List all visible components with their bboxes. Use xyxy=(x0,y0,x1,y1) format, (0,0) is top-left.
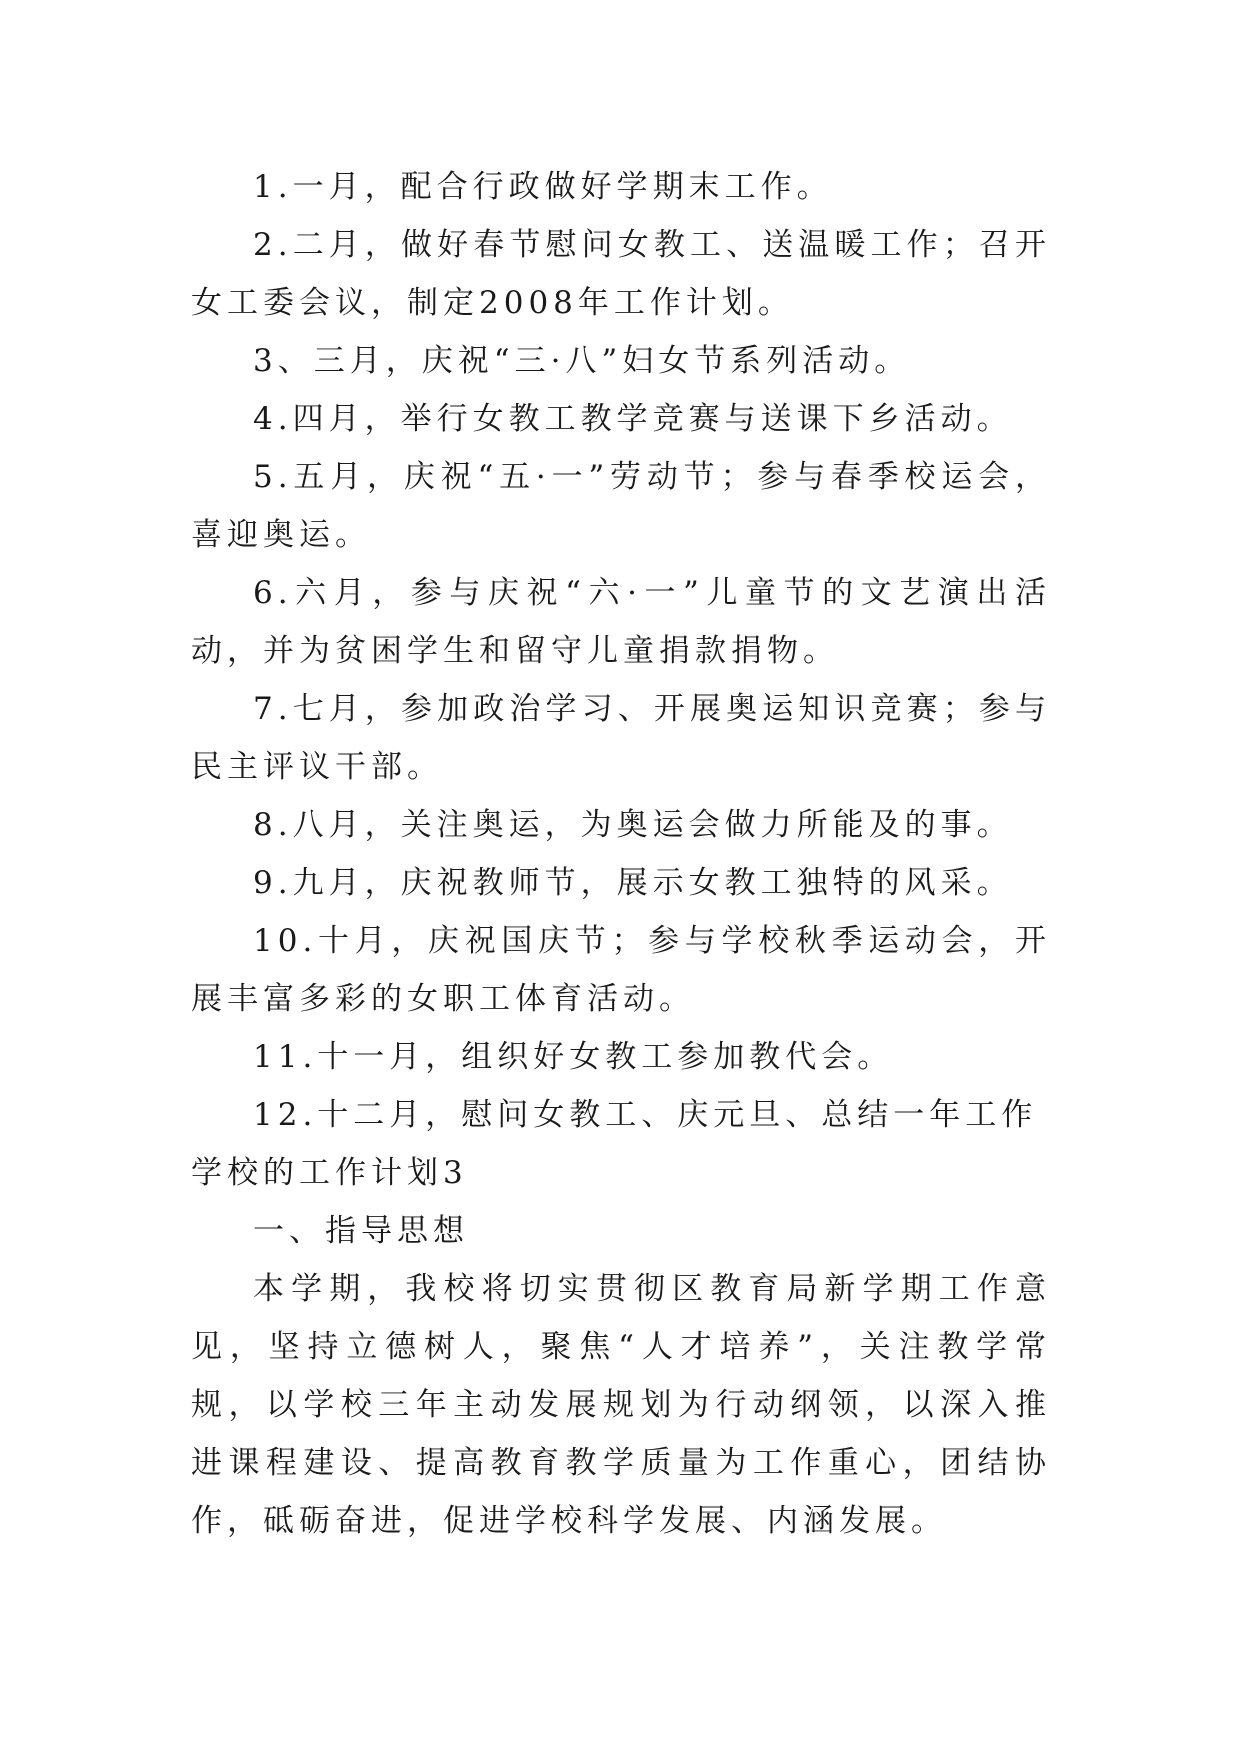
list-item: 7.七月，参加政治学习、开展奥运知识竞赛；参与民主评议干部。 xyxy=(191,691,1051,785)
list-item: 1.一月，配合行政做好学期末工作。 xyxy=(253,169,833,205)
list-item: 2.二月，做好春节慰问女教工、送温暖工作；召开女工委会议，制定2008年工作计划。 xyxy=(191,227,1051,321)
list-item: 10.十月，庆祝国庆节；参与学校秋季运动会，开展丰富多彩的女职工体育活动。 xyxy=(191,923,1051,1017)
body-paragraph: 本学期，我校将切实贯彻区教育局新学期工作意见，坚持立德树人，聚焦“人才培养”，关注教学常规，以学校三年主动发展规划为行动纲领，以深入推进课程建设、提高教育教学质量为工作重心，团结协作，砥砺奋进，促进学校科学发展、内涵发展。 xyxy=(191,1271,1051,1539)
list-item: 5.五月，庆祝“五·一”劳动节；参与春季校运会，喜迎奥运。 xyxy=(191,459,1051,553)
list-item: 4.四月，举行女教工教学竞赛与送课下乡活动。 xyxy=(253,401,1013,437)
list-item: 6.六月，参与庆祝“六·一”儿童节的文艺演出活动，并为贫困学生和留守儿童捐款捐物。 xyxy=(191,575,1051,669)
list-item: 3、三月，庆祝“三·八”妇女节系列活动。 xyxy=(253,343,911,379)
list-item: 8.八月，关注奥运，为奥运会做力所能及的事。 xyxy=(253,807,1013,843)
list-item: 12.十二月，慰问女教工、庆元旦、总结一年工作 xyxy=(253,1097,1038,1133)
section-title: 学校的工作计划3 xyxy=(191,1155,468,1191)
subheading: 一、指导思想 xyxy=(253,1213,469,1249)
list-item: 11.十一月，组织好女教工参加教代会。 xyxy=(253,1039,894,1075)
list-item: 9.九月，庆祝教师节，展示女教工独特的风采。 xyxy=(253,865,1013,901)
document-page xyxy=(191,158,1051,1550)
